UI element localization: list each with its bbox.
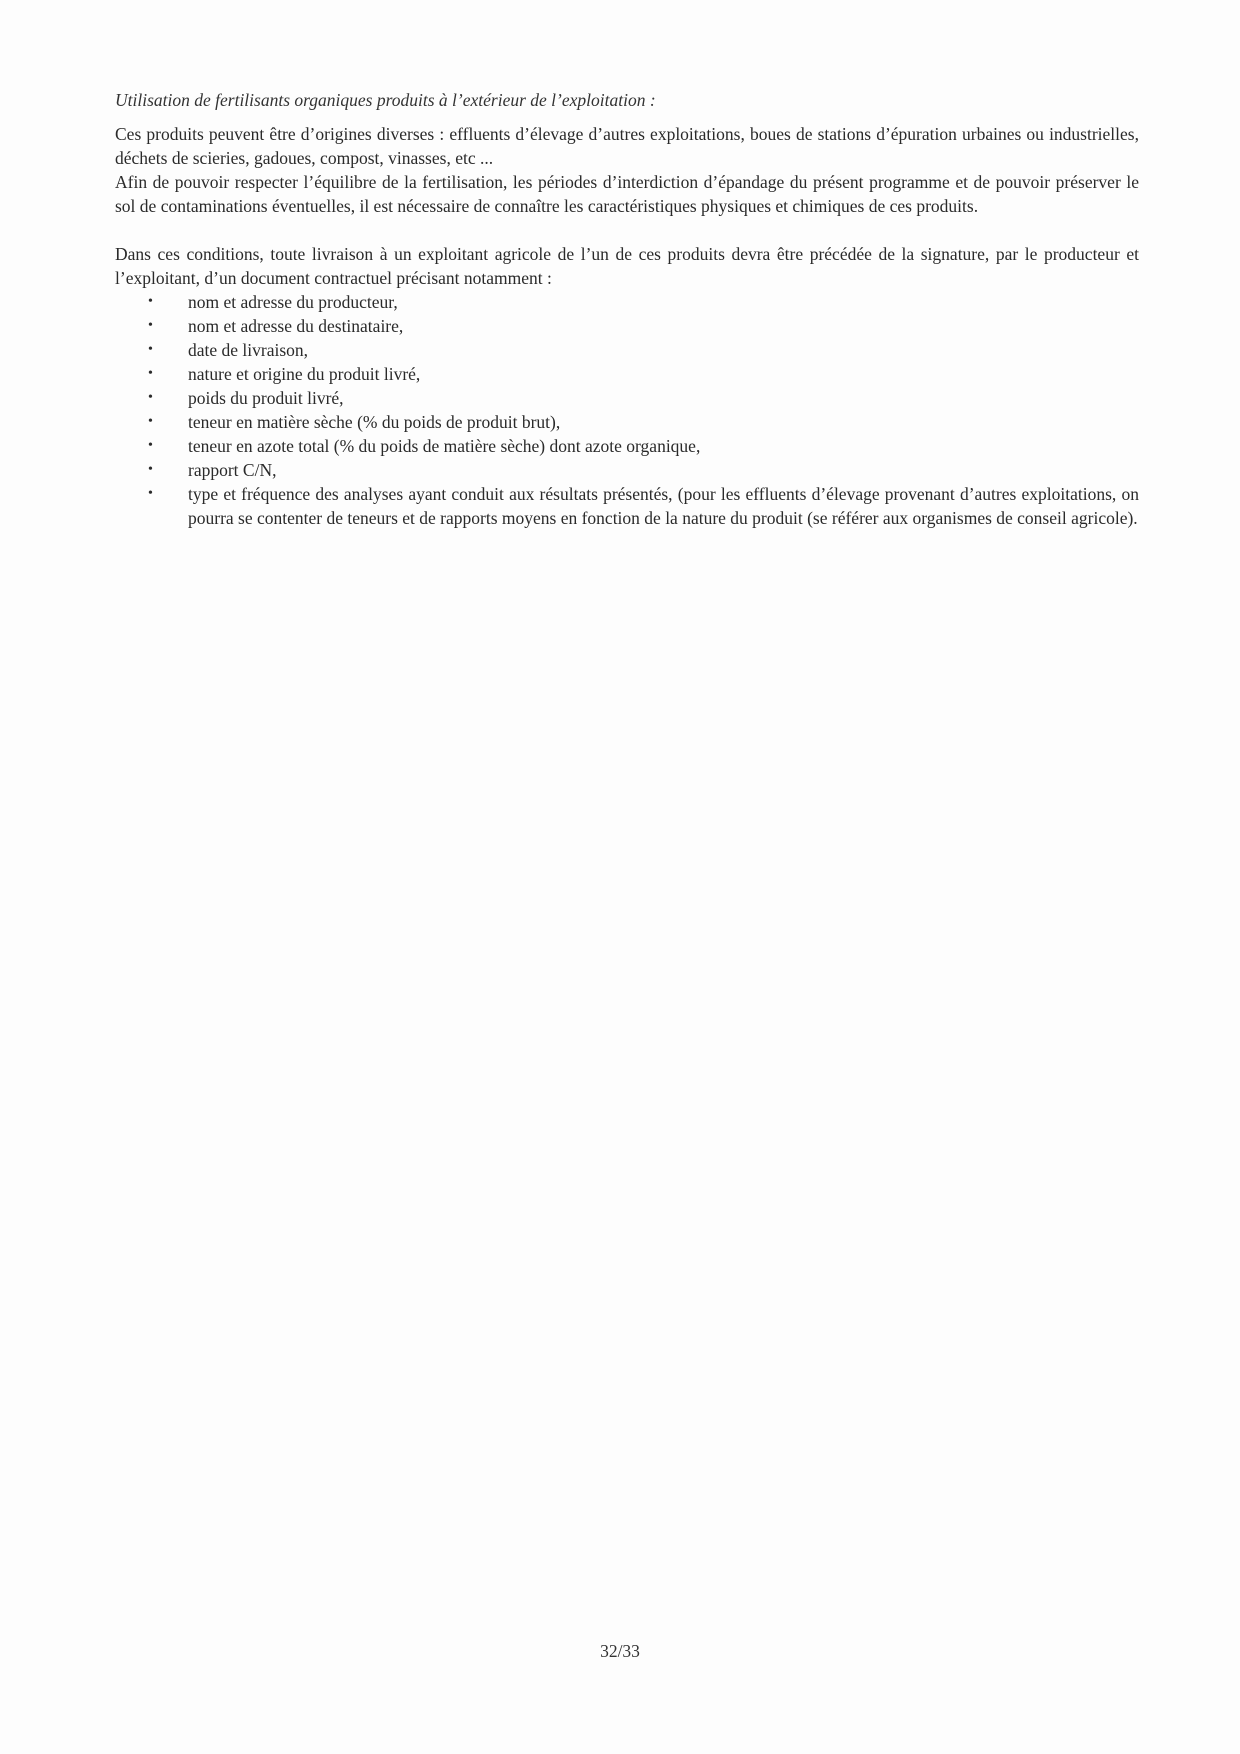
bullet-icon: •: [148, 390, 153, 405]
page-content: [115, 88, 1139, 530]
bullet-icon: •: [148, 486, 153, 501]
requirements-list: [115, 290, 1139, 530]
list-item-text: nature et origine du produit livré,: [188, 364, 421, 384]
bullet-icon: •: [148, 318, 153, 333]
list-item: [115, 482, 1139, 530]
paragraph-fertilisation-balance: Afin de pouvoir respecter l’équilibre de la fertilisation, les périodes d’interdiction d’épandage du présent programme et de pouvoir préserver le sol de contaminations éventuelles, il est nécessaire de connaître les caractéristiques physiques et chimiques de ces produits.: [115, 172, 1139, 216]
list-item: [115, 314, 1139, 338]
list-item: [115, 410, 1139, 434]
paragraph-spacer: [115, 218, 1139, 242]
list-item: [115, 458, 1139, 482]
list-item-text: teneur en azote total (% du poids de matière sèche) dont azote organique,: [188, 436, 701, 456]
paragraph-delivery-conditions: Dans ces conditions, toute livraison à un exploitant agricole de l’un de ces produits devra être précédée de la signature, par le producteur et l’exploitant, d’un document contractuel précisant notamment :: [115, 244, 1139, 288]
list-item-text: date de livraison,: [188, 340, 309, 360]
bullet-icon: •: [148, 366, 153, 381]
list-item-text: rapport C/N,: [188, 460, 277, 480]
page-number: 32/33: [600, 1641, 640, 1661]
bullet-icon: •: [148, 438, 153, 453]
list-item-text: poids du produit livré,: [188, 388, 344, 408]
bullet-icon: •: [148, 462, 153, 477]
list-item-text: type et fréquence des analyses ayant conduit aux résultats présentés, (pour les effluents d’élevage provenant d’autres exploitations, on pourra se contenter de teneurs et de rapports moyens en fonction de la nature du produit (se référer aux organismes de conseil agricole).: [188, 484, 1139, 528]
list-item: [115, 290, 1139, 314]
list-item: [115, 362, 1139, 386]
bullet-icon: •: [148, 414, 153, 429]
list-item: [115, 434, 1139, 458]
list-item-text: teneur en matière sèche (% du poids de produit brut),: [188, 412, 561, 432]
bullet-icon: •: [148, 342, 153, 357]
list-item-text: nom et adresse du destinataire,: [188, 316, 404, 336]
list-item-text: nom et adresse du producteur,: [188, 292, 398, 312]
bullet-icon: •: [148, 294, 153, 309]
paragraph-origins: Ces produits peuvent être d’origines diverses : effluents d’élevage d’autres exploitations, boues de stations d’épuration urbaines ou industrielles, déchets de scieries, gadoues, compost, vinasses, etc ...: [115, 124, 1139, 168]
list-item: [115, 338, 1139, 362]
list-item: [115, 386, 1139, 410]
section-heading: Utilisation de fertilisants organiques produits à l’extérieur de l’exploitation :: [115, 90, 656, 110]
